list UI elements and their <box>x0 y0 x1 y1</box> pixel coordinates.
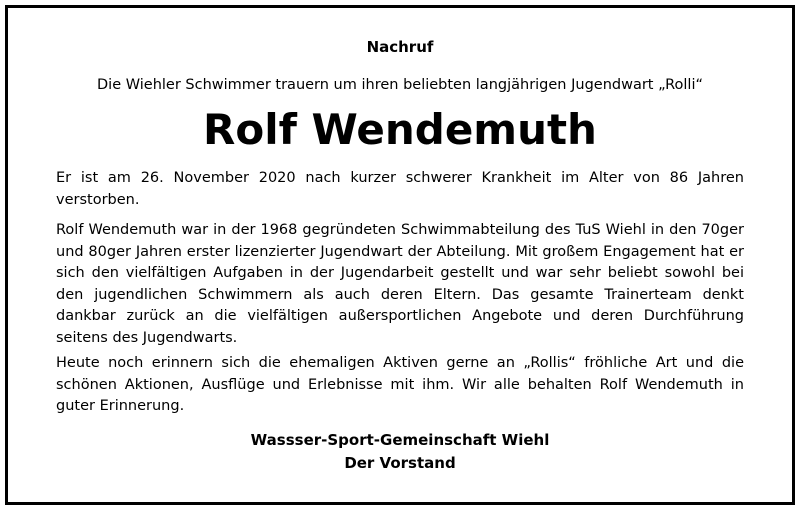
paragraph-death-notice: Er ist am 26. November 2020 nach kurzer schwerer Krankheit im Alter von 86 Jahren verstorben. <box>56 170 744 208</box>
deceased-name: Rolf Wendemuth <box>203 105 597 154</box>
paragraph-biography: Rolf Wendemuth war in der 1968 gegründeten Schwimmabteilung des TuS Wiehl in den 70ger und 80ger Jahren erster lizenzierter Jugendwart der Abteilung. Mit großem Engagement hat er sich den vielfältigen Aufgaben in der Jugendarbeit gestellt und war sehr beliebt sowohl bei den jugendlichen Schwimmern als auch deren Eltern. Das gesamte Trainerteam denkt dankbar zurück an die vielfältigen außersportlichen Angebote und deren Durchführung seitens des Jugendwarts. <box>56 222 744 346</box>
intro-line: Die Wiehler Schwimmer trauern um ihren beliebten langjährigen Jugendwart „Rolli“ <box>97 77 703 93</box>
signature-organization: Wassser-Sport-Gemeinschaft Wiehl <box>250 431 550 449</box>
signature-board: Der Vorstand <box>344 454 456 472</box>
paragraph-remembrance: Heute noch erinnern sich die ehemaligen Aktiven gerne an „Rollis“ fröhliche Art und die schönen Aktionen, Ausflüge und Erlebnisse mit ihm. Wir alle behalten Rolf Wendemuth in guter Erinnerung. <box>56 355 744 414</box>
notice-heading: Nachruf <box>366 38 434 56</box>
